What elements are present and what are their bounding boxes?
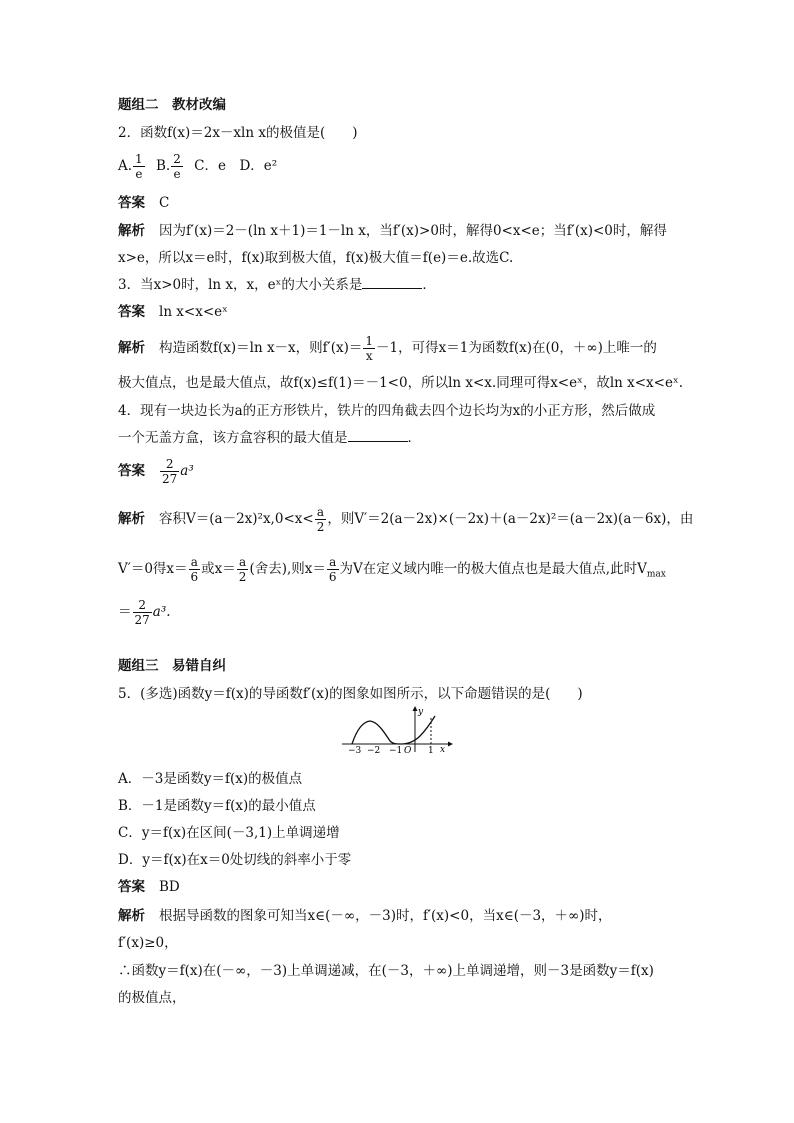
question-4-analysis-line3: ＝ $\frac{2}{27}$ a³. <box>118 598 171 627</box>
derivative-curve <box>352 716 435 744</box>
option-a-label: A. <box>118 158 133 174</box>
question-2-analysis-line2: x>e，所以x＝e时，f(x)取到极大值，f(x)极大值＝f(e)＝e.故选C. <box>118 250 514 266</box>
analysis-label: 解析 <box>118 340 145 356</box>
answer-blank <box>348 429 408 442</box>
y-axis-arrow <box>413 706 418 711</box>
option-b: B．－1是函数y＝f(x)的最小值点 <box>118 798 316 814</box>
question-3-analysis-line2: 极大值点，也是最大值点，故f(x)≤f(1)＝－1<0，所以ln x<x.同理可得x<eˣ，故ln x<x<eˣ. <box>118 375 683 391</box>
answer-value: ln x<x<eˣ <box>159 304 228 320</box>
question-5-analysis-line1: 解析 根据导函数的图象可知当x∈(－∞，－3)时，f′(x)<0，当x∈(－3，＋∞)时， <box>118 908 612 924</box>
fraction: $\frac{1}{x}$ <box>365 334 374 363</box>
answer-label: 答案 <box>118 195 145 211</box>
question-4-stem-line2: 一个无盖方盒，该方盒容积的最大值是 ． <box>118 430 421 446</box>
question-4-analysis-line2: V′＝0得x＝ $\frac{a}{6}$ 或x＝ $\frac{a}{2}$ (舍去),则x＝ $\frac{a}{6}$ 为V在定义域内唯一的极大值点也是最大值点,此时$V_{max}$ <box>118 555 666 584</box>
fraction: $\frac{a}{2}$ <box>316 505 325 534</box>
question-4-stem-line1: 4．现有一块边长为a的正方形铁片，铁片的四角截去四个边长均为x的小正方形，然后做成 <box>118 403 656 419</box>
question-4-answer: 答案 $\frac{2}{27}$ a³ <box>118 457 194 486</box>
answer-label: 答案 <box>118 879 145 895</box>
answer-blank <box>362 276 422 289</box>
question-2-answer <box>118 194 169 212</box>
answer-label: 答案 <box>118 304 145 320</box>
fraction: $\frac{a}{2}$ <box>238 555 247 584</box>
tick-label-1: 1 <box>428 746 434 756</box>
derivative-graph <box>340 704 455 756</box>
y-axis-label: y <box>418 707 424 717</box>
x-axis-label: x <box>440 745 446 755</box>
fraction: $\frac{a}{6}$ <box>328 555 337 584</box>
origin-label: O <box>404 746 412 756</box>
question-2-analysis-line1: 解析 因为f′(x)＝2－(ln x＋1)＝1－ln x，当f′(x)>0时，解得0<x<e；当f′(x)<0时，解得 <box>118 223 667 239</box>
tick-label-minus-3: −3 <box>348 746 362 756</box>
question-5-analysis-line2: f′(x)≥0， <box>118 935 178 951</box>
fraction: $\frac{a}{6}$ <box>190 555 199 584</box>
option-a-fraction: $\frac{1}{e}$ <box>135 152 143 181</box>
option-b-label: B. <box>155 158 171 174</box>
question-3-answer <box>118 303 228 321</box>
question-2-options <box>118 152 277 181</box>
option-d: D．y＝f(x)在x＝0处切线的斜率小于零 <box>118 852 352 868</box>
question-4-analysis-line1: 解析 容积V＝(a－2x)²x,0<x< $\frac{a}{2}$ ，则V′＝2(a－2x)×(－2x)＋(a－2x)²＝(a－2x)(a－6x)，由 <box>118 505 694 534</box>
section-title: 题组三 易错自纠 <box>118 658 226 674</box>
question-3-stem: 3．当x>0时，ln x，x，eˣ的大小关系是 ． <box>118 277 436 293</box>
question-5-analysis-line3: ∴函数y＝f(x)在(－∞，－3)上单调递减，在(－3，＋∞)上单调递增，则－3是函数y＝f(x) <box>118 963 654 979</box>
option-a: A．－3是函数y＝f(x)的极值点 <box>118 771 303 787</box>
option-cd: C．e D．e² <box>194 158 278 174</box>
answer-fraction: $\frac{2}{27}$ <box>162 457 178 486</box>
answer-label: 答案 <box>118 463 145 479</box>
answer-value: BD <box>159 879 180 895</box>
option-b-fraction: $\frac{2}{e}$ <box>173 152 181 181</box>
fraction: $\frac{2}{27}$ <box>134 598 150 627</box>
question-5-stem: 5．(多选)函数y＝f(x)的导函数f′(x)的图象如图所示，以下命题错误的是( ) <box>118 686 583 702</box>
question-5-analysis-line4: 的极值点， <box>118 990 186 1006</box>
analysis-label: 解析 <box>118 223 145 239</box>
option-c: C．y＝f(x)在区间(－3,1)上单调递增 <box>118 825 340 841</box>
question-5-answer <box>118 878 180 896</box>
analysis-label: 解析 <box>118 908 145 924</box>
answer-value: C <box>159 195 170 211</box>
question-3-analysis-line1: 解析 构造函数f(x)＝ln x－x，则f′(x)＝ $\frac{1}{x}$ －1，可得x＝1为函数f(x)在(0，＋∞)上唯一的 <box>118 334 657 363</box>
question-2-stem: 2．函数f(x)＝2x－xln x的极值是( ) <box>118 125 358 141</box>
tick-label-minus-2: −2 <box>367 746 381 756</box>
x-axis-arrow <box>448 742 453 747</box>
analysis-label: 解析 <box>118 511 145 527</box>
tick-label-minus-1: −1 <box>389 746 403 756</box>
section-title: 题组二 教材改编 <box>118 97 226 113</box>
